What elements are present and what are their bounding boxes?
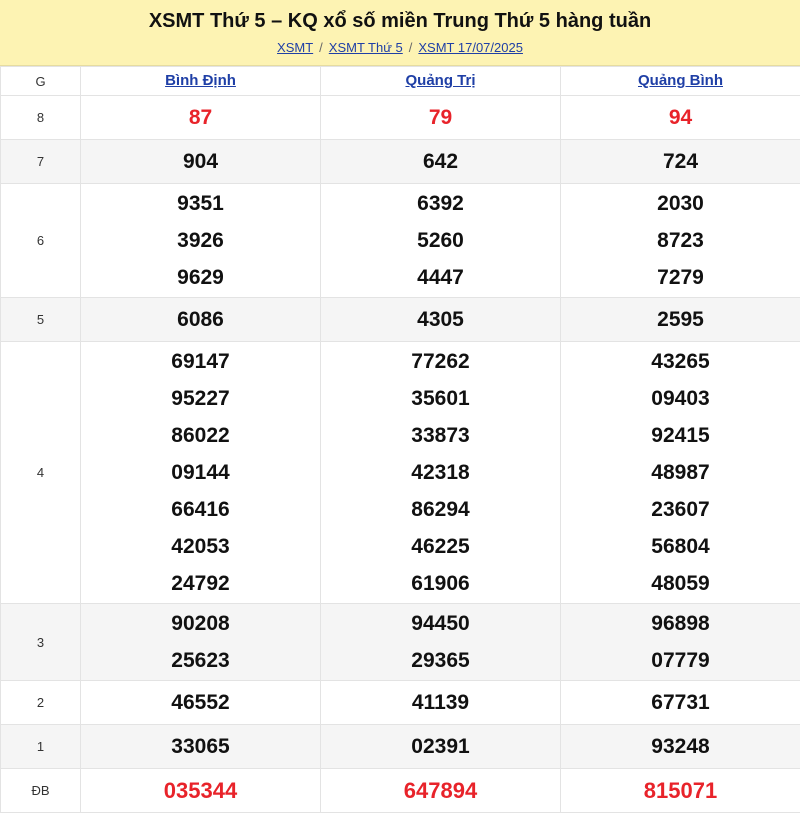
prize-label: 4 [1, 342, 81, 604]
province-header-quang-tri [321, 67, 561, 96]
breadcrumb-link-thu5[interactable]: XSMT Thứ 5 [328, 40, 403, 55]
result-number: 48987 [651, 461, 710, 484]
result-cell [561, 769, 800, 813]
province-header-quang-binh [561, 67, 800, 96]
result-number: 90208 [171, 612, 230, 635]
result-cell [81, 725, 321, 769]
prize-label: ĐB [1, 769, 81, 813]
result-cell [321, 604, 561, 681]
result-number: 23607 [651, 498, 710, 521]
result-cell [321, 298, 561, 342]
breadcrumb-separator: / [319, 40, 323, 55]
result-number: 66416 [171, 498, 230, 521]
result-number: 56804 [651, 535, 710, 558]
prize-row [1, 298, 800, 342]
result-cell [81, 184, 321, 298]
result-number: 815071 [643, 778, 718, 803]
province-header-binh-dinh [81, 67, 321, 96]
prize-label: 8 [1, 96, 81, 140]
prize-row [1, 96, 800, 140]
result-cell [321, 769, 561, 813]
prize-label: 1 [1, 725, 81, 769]
page-header [0, 0, 800, 66]
breadcrumb-separator: / [408, 40, 413, 55]
result-number: 77262 [411, 350, 470, 373]
result-cell [561, 342, 800, 604]
result-number: 95227 [171, 387, 230, 410]
result-cell [321, 342, 561, 604]
breadcrumb-link-xsmt[interactable]: XSMT [277, 40, 314, 55]
result-number: 46225 [411, 535, 470, 558]
result-number: 79 [428, 106, 453, 129]
result-cell [321, 725, 561, 769]
prize-label: 6 [1, 184, 81, 298]
result-number: 9351 [177, 192, 224, 215]
result-cell [81, 298, 321, 342]
results-body [1, 96, 800, 813]
result-number: 86294 [411, 498, 470, 521]
result-cell [561, 725, 800, 769]
result-number: 94 [668, 106, 693, 129]
result-number: 3926 [177, 229, 224, 252]
result-cell [81, 604, 321, 681]
prize-row [1, 604, 800, 681]
prize-row [1, 140, 800, 184]
result-cell [561, 184, 800, 298]
result-number: 25623 [171, 649, 230, 672]
result-cell [561, 681, 800, 725]
result-number: 42053 [171, 535, 230, 558]
result-number: 87 [188, 106, 213, 129]
result-number: 09403 [651, 387, 710, 410]
result-number: 4305 [417, 308, 464, 331]
result-cell [81, 342, 321, 604]
prize-row [1, 769, 800, 813]
result-number: 86022 [171, 424, 230, 447]
result-cell [321, 140, 561, 184]
prize-row [1, 184, 800, 298]
prize-row [1, 725, 800, 769]
result-number: 92415 [651, 424, 710, 447]
result-cell [321, 96, 561, 140]
result-number: 94450 [411, 612, 470, 635]
result-number: 647894 [403, 778, 478, 803]
table-header-row [1, 67, 800, 96]
result-number: 07779 [651, 649, 710, 672]
result-number: 642 [422, 150, 459, 173]
result-number: 33065 [171, 735, 230, 758]
result-number: 2030 [657, 192, 704, 215]
prize-row [1, 342, 800, 604]
result-number: 43265 [651, 350, 710, 373]
result-number: 29365 [411, 649, 470, 672]
prize-label: 3 [1, 604, 81, 681]
result-number: 46552 [171, 691, 230, 714]
results-table [0, 66, 800, 813]
result-number: 4447 [417, 266, 464, 289]
breadcrumb-link-date[interactable]: XSMT 17/07/2025 [418, 40, 523, 55]
province-link-binh-dinh[interactable]: Bình Định [165, 72, 236, 89]
result-number: 8723 [657, 229, 704, 252]
result-number: 2595 [657, 308, 704, 331]
result-number: 35601 [411, 387, 470, 410]
result-number: 02391 [411, 735, 470, 758]
prize-column-header: G [1, 67, 81, 96]
result-number: 035344 [163, 778, 238, 803]
result-number: 24792 [171, 572, 230, 595]
result-cell [321, 681, 561, 725]
result-number: 6392 [417, 192, 464, 215]
result-number: 724 [662, 150, 699, 173]
result-number: 42318 [411, 461, 470, 484]
result-number: 67731 [651, 691, 710, 714]
result-number: 33873 [411, 424, 470, 447]
prize-row [1, 681, 800, 725]
province-link-quang-binh[interactable]: Quảng Bình [638, 72, 723, 89]
result-cell [321, 184, 561, 298]
result-cell [561, 298, 800, 342]
result-number: 61906 [411, 572, 470, 595]
result-cell [81, 681, 321, 725]
result-cell [561, 96, 800, 140]
result-cell [81, 769, 321, 813]
result-number: 41139 [411, 691, 470, 714]
result-number: 93248 [651, 735, 710, 758]
breadcrumb [0, 40, 800, 55]
result-number: 904 [182, 150, 219, 173]
result-cell [81, 96, 321, 140]
result-cell [561, 140, 800, 184]
result-number: 48059 [651, 572, 710, 595]
result-number: 7279 [657, 266, 704, 289]
result-number: 69147 [171, 350, 230, 373]
prize-label: 5 [1, 298, 81, 342]
result-cell [561, 604, 800, 681]
result-number: 6086 [177, 308, 224, 331]
result-cell [81, 140, 321, 184]
province-link-quang-tri[interactable]: Quảng Trị [405, 72, 476, 89]
result-number: 96898 [651, 612, 710, 635]
prize-label: 7 [1, 140, 81, 184]
prize-label: 2 [1, 681, 81, 725]
page-title: XSMT Thứ 5 – KQ xổ số miền Trung Thứ 5 hàng tuần [148, 10, 652, 32]
result-number: 9629 [177, 266, 224, 289]
result-number: 09144 [171, 461, 230, 484]
result-number: 5260 [417, 229, 464, 252]
